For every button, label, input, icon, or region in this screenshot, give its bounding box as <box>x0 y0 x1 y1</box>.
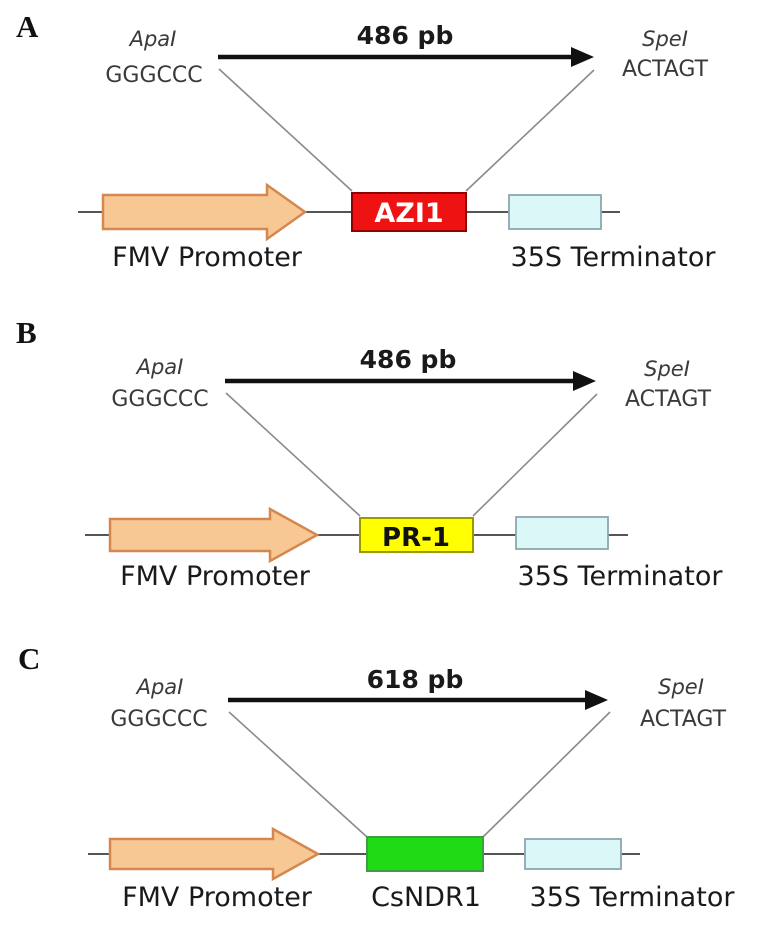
fragment-size-label: 486 pb <box>356 21 454 50</box>
panel-c <box>18 641 735 913</box>
insertion-line-left <box>226 393 360 516</box>
panel-a <box>16 9 716 273</box>
promoter-label: FMV Promoter <box>122 882 312 913</box>
apal-site-sequence: GGGCCC <box>105 63 203 88</box>
gene-label-below: CsNDR1 <box>371 882 481 913</box>
panel-c-letter: C <box>18 641 41 676</box>
spel-enzyme-label: SpeI <box>642 27 688 51</box>
spel-enzyme-label: SpeI <box>644 357 690 381</box>
gene-box <box>367 837 483 871</box>
terminator-label: 35S Terminator <box>510 242 716 273</box>
fragment-arrowhead-icon <box>571 47 594 67</box>
insertion-line-left <box>229 712 367 837</box>
terminator-label: 35S Terminator <box>517 561 723 592</box>
apal-enzyme-label: ApaI <box>129 27 177 51</box>
panel-b-letter: B <box>16 315 37 350</box>
spel-site-sequence: ACTAGT <box>639 707 727 732</box>
panel-a-letter: A <box>16 9 39 44</box>
fragment-size-label: 618 pb <box>366 665 464 694</box>
insertion-line-left <box>219 69 352 191</box>
promoter-arrow <box>110 509 317 561</box>
spel-site-sequence: ACTAGT <box>621 57 709 82</box>
apal-enzyme-label: ApaI <box>136 355 184 379</box>
promoter-arrow <box>110 829 318 879</box>
terminator-box <box>525 839 621 869</box>
insertion-line-right <box>483 712 610 837</box>
fragment-arrowhead-icon <box>585 690 608 710</box>
terminator-box <box>509 195 601 229</box>
promoter-label: FMV Promoter <box>120 561 310 592</box>
terminator-box <box>516 517 608 549</box>
panel-b <box>16 315 723 592</box>
insertion-line-right <box>466 70 594 191</box>
apal-site-sequence: GGGCCC <box>111 387 209 412</box>
insertion-line-right <box>473 394 597 516</box>
spel-site-sequence: ACTAGT <box>624 387 712 412</box>
promoter-arrow <box>103 185 305 239</box>
promoter-label: FMV Promoter <box>112 242 302 273</box>
terminator-label: 35S Terminator <box>529 882 735 913</box>
gene-box-label: PR-1 <box>382 523 450 553</box>
spel-enzyme-label: SpeI <box>658 675 704 699</box>
gene-box-label: AZI1 <box>374 198 444 229</box>
fragment-size-label: 486 pb <box>359 345 457 374</box>
fragment-arrowhead-icon <box>573 371 596 391</box>
apal-enzyme-label: ApaI <box>136 675 184 699</box>
apal-site-sequence: GGGCCC <box>110 707 208 732</box>
